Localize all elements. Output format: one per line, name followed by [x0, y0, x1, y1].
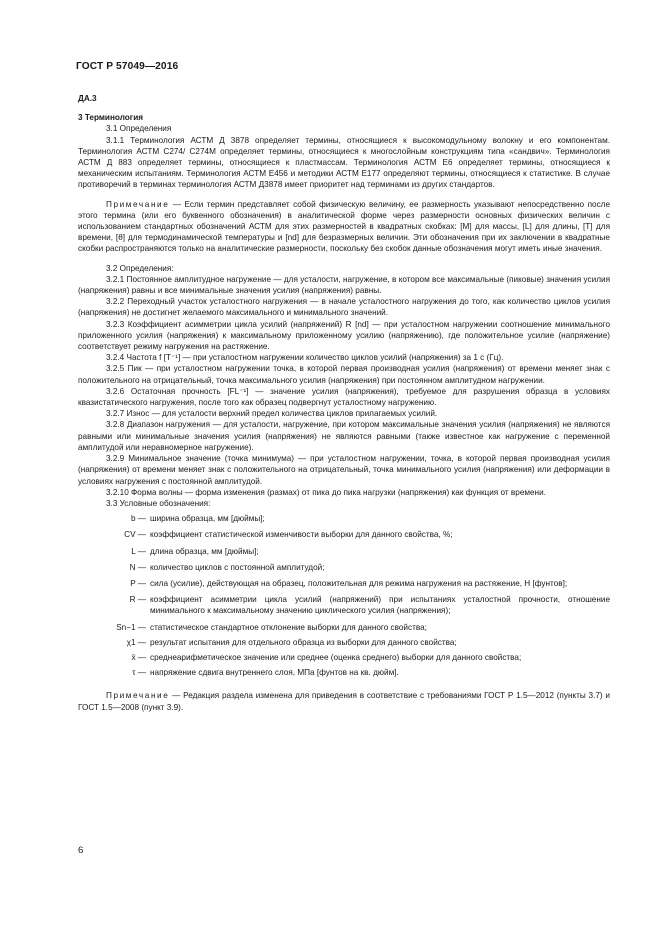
subsection-3-2: 3.2 Определения: — [106, 263, 174, 273]
document-body — [78, 93, 610, 713]
paragraph-3-2-4: 3.2.4 Частота f [T⁻¹] — при усталостном нагружении количество циклов усилий (напряжения) за 1 с (Гц). — [106, 353, 504, 363]
appendix-label: ДА.3 — [78, 94, 97, 103]
note-2-label: Примечание — [106, 691, 170, 701]
symbol-row — [78, 578, 610, 589]
note-2 — [78, 690, 610, 712]
symbol-description: коэффициент асимметрии цикла усилий (напряжений) при испытаниях усталостной прочности, отношение минимального к максимальному значению циклического усилия (напряжения); — [150, 595, 610, 616]
note-2-text: — Редакция раздела изменена для приведения в соответствие с требованиями ГОСТ Р 1.5—2012 (пункты 3.7) и ГОСТ 1.5—2008 (пункт 3.9). — [78, 691, 610, 712]
symbol-row — [78, 667, 610, 678]
symbol-description: ширина образца, мм [дюймы]; — [150, 514, 265, 524]
document-header: ГОСТ Р 57049—2016 — [76, 61, 179, 72]
symbol-key: R — — [129, 595, 146, 605]
symbol-key: τ — — [132, 668, 146, 678]
symbol-row — [78, 652, 610, 663]
symbol-description: напряжение сдвига внутреннего слоя, МПа [фунтов на кв. дюйм]. — [150, 668, 399, 678]
paragraph-3-2-5: 3.2.5 Пик — при усталостном нагружении точка, в которой первая производная усилия (напряжения) от времени меняет знак с положительного на отрицательный, точка максимального усилия (напряжения) при постоянном амплитудном нагружении. — [78, 364, 610, 385]
paragraph-3-2-10: 3.2.10 Форма волны — форма изменения (размах) от пика до пика нагрузки (напряжения) как функция от времени. — [106, 487, 546, 497]
symbol-key: N — — [129, 562, 146, 572]
symbol-description: среднеарифметическое значение или среднее (оценка среднего) выборки для данного свойства; — [150, 652, 522, 662]
paragraph-3-2-7: 3.2.7 Износ — для усталости верхний предел количества циклов прилагаемых усилий. — [106, 409, 438, 419]
symbol-key: L — — [131, 546, 146, 556]
symbol-description: результат испытания для отдельного образца из выборки для данного свойства; — [150, 637, 457, 647]
note-1-label: Примечание — [106, 199, 170, 209]
symbol-key: CV — — [124, 530, 146, 540]
symbols-list — [78, 513, 610, 678]
symbol-row — [78, 513, 610, 524]
paragraph-3-2-9: 3.2.9 Минимальное значение (точка минимума) — при усталостном нагружении, точка, в которой первая производная усилия (напряжения) от времени меняет знак с положительного на отрицательный, точка минимального усилия (напряжения) или деформации в условиях нагружения с постоянной амплитудой. — [78, 454, 610, 486]
subsection-3-3: 3.3 Условные обозначения: — [106, 498, 211, 508]
symbol-key: b — — [130, 514, 146, 524]
paragraph-3-1-1: 3.1.1 Терминология АСТМ Д 3878 определяет термины, относящиеся к высокомодульному волокну и его компонентам. Терминология АСТМ С274/ С274М определяет термины, относящиеся к многослойным конструкциям типа «сандвич». Терминология АСТМ Д 883 определяет термины, относящиеся к пластмассам. Терминология АСТМ Е6 определяет термины, относящиеся к механическим испытаниям. Терминология АСТМ Е456 и методики АСТМ Е177 определяют термины, относящиеся к статистике. В случае противоречий в терминах терминология АСТМ Д3878 имеет приоритет над терминами из других стандартов. — [78, 135, 610, 190]
symbol-row — [78, 637, 610, 648]
symbol-description: количество циклов с постоянной амплитудой; — [150, 562, 325, 572]
symbol-description: длина образца, мм [дюймы]; — [150, 546, 259, 556]
paragraph-3-2-2: 3.2.2 Переходный участок усталостного нагружения — в начале усталостного нагружения до того, как количество циклов усилия (напряжения) не достигнет желаемого максимального и минимального значений. — [78, 297, 610, 318]
symbol-key: P — — [130, 578, 146, 588]
paragraph-3-2-8: 3.2.8 Диапазон нагружения — для усталости, нагружение, при котором максимальные значения усилия (напряжения) не являются равными или минимальные значения усилия (напряжения) не являются равными (также известное как нагружение с переменной амплитудой или неравномерное нагружение). — [78, 420, 610, 452]
paragraph-3-2-1: 3.2.1 Постоянное амплитудное нагружение — для усталости, нагружение, в котором все максимальные (пиковые) значения усилия (напряжения) равны и все минимальные значения усилия (напряжения) равны. — [78, 274, 610, 296]
note-1 — [78, 199, 610, 255]
page-number: 6 — [78, 845, 84, 856]
symbol-row — [78, 622, 610, 633]
symbol-key: Sn−1 — — [116, 622, 146, 632]
symbol-key: χ1 — — [126, 637, 146, 647]
section-title: 3 Терминология — [78, 113, 144, 123]
symbol-description: сила (усилие), действующая на образец, положительная для режима нагружения на растяжение, Н [фунтов]; — [150, 578, 568, 588]
paragraph-3-2-6: 3.2.6 Остаточная прочность [FL⁻¹] — значение усилия (напряжения), требуемое для разрушения образца в условиях квазистатического нагружения, после того как образец подвергнут усталостному нагружению. — [78, 386, 610, 408]
subsection-3-1: 3.1 Определения — [106, 124, 172, 134]
symbol-key: x̄ — — [131, 652, 146, 662]
symbol-description: коэффициент статистической изменчивости выборки для данного свойства, %; — [150, 530, 453, 540]
paragraph-3-2-3: 3.2.3 Коэффициент асимметрии цикла усилий (напряжений) R [nd] — при усталостном нагружении соотношение минимального приложенного усилия (напряжения) к максимальному приложенному усилию (напряжению), где положительное усилие (напряжение) соответствует режиму нагружения на растяжение. — [78, 319, 610, 352]
symbol-description: статистическое стандартное отклонение выборки для данного свойства; — [150, 622, 427, 632]
symbol-row — [78, 529, 610, 540]
note-1-text: — Если термин представляет собой физическую величину, ее размерность указывают непосредственно после этого термина (или его буквенного обозначения) в аналитической форме через размерности основных физических величин с использованием стандартных обозначений АСТМ для этих размерностей в квадратных скобках: [M] для массы, [L] для длины, [T] для времени, [θ] для термодинамической температуры и [nd] для безразмерных величин. Эти обозначения при их заключении в квадратные скобки распространяются только на аналитические размерности, поскольку без скобок данные обозначения могут иметь иные значения. — [78, 199, 610, 254]
symbol-row — [78, 562, 610, 573]
symbol-row — [78, 546, 610, 557]
symbol-row — [78, 594, 610, 616]
